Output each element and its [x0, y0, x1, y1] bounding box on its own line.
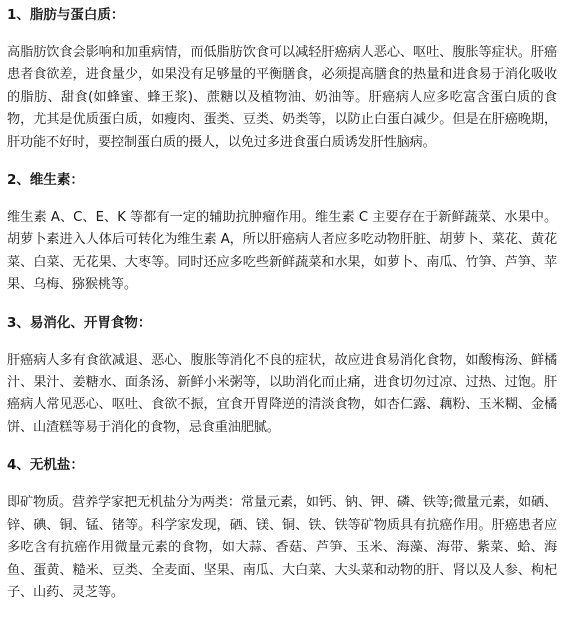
section-body-fat-protein: 高脂肪饮食会影响和加重病情，而低脂肪饮食可以减轻肝癌病人恶心、呕吐、腹胀等症状。肝癌患者食欲差，进食量少，如果没有足够量的平衡膳食，必须提高膳食的热量和进食易于消化吸收的脂肪、甜食(如蜂蜜、蜂王浆)、蔗糖以及植物油、奶油等。肝癌病人应多吃富含蛋白质的食物，尤其是优质蛋白质，如瘦肉、蛋类、豆类、奶类等，以防止白蛋白减少。但是在肝癌晚期，肝功能不好时，要控制蛋白质的摄人，以免过多进食蛋白质诱发肝性脑病。 [7, 45, 557, 150]
section-body-vitamins: 维生素 A、C、E、K 等都有一定的辅助抗肿瘤作用。维生素 C 主要存在于新鲜蔬菜、水果中。胡萝卜素进入人体后可转化为维生素 A，所以肝癌病人者应多吃动物肝脏、胡萝卜、菜花、黄花菜、白菜、无花果、大枣等。同时还应多吃些新鲜蔬菜和水果，如萝卜、南瓜、竹笋、芦笋、苹果、乌梅、猕猴桃等。 [7, 210, 557, 293]
section-title-minerals: 4、无机盐： [7, 457, 84, 474]
section-title-digestible-food: 3、易消化、开胃食物： [7, 314, 152, 331]
section-title-fat-protein: 1、脂肪与蛋白质： [7, 7, 125, 23]
section-title-vitamins: 2、维生素： [7, 172, 84, 189]
section-body-digestible-food: 肝癌病人多有食欲减退、恶心、腹胀等消化不良的症状，故应进食易消化食物，如酸梅汤、鲜橘汁、果汁、姜糖水、面条汤、新鲜小米粥等，以助消化而止痛，进食切勿过凉、过热、过饱。肝癌病人常见恶心、呕吐、食欲不振，宜食开胃降逆的清淡食物，如杏仁露、藕粉、玉米糊、金橘饼、山渣糕等易于消化的食物，忌食重油肥腻。 [7, 352, 557, 435]
section-body-minerals: 即矿物质。营养学家把无机盐分为两类：常量元素，如钙、钠、钾、磷、铁等;微量元素，如硒、锌、碘、铜、锰、锗等。科学家发现，硒、镁、铜、铁、铁等矿物质具有抗癌作用。肝癌患者应多吃含有抗癌作用微量元素的食物，如大蒜、香菇、芦笋、玉米、海藻、海带、紫菜、蛤、海鱼、蛋黄、糙米、豆类、全麦面、坚果、南瓜、大白菜、大头菜和动物的肝、肾以及人参、枸杞子、山药、灵芝等。 [7, 495, 557, 600]
